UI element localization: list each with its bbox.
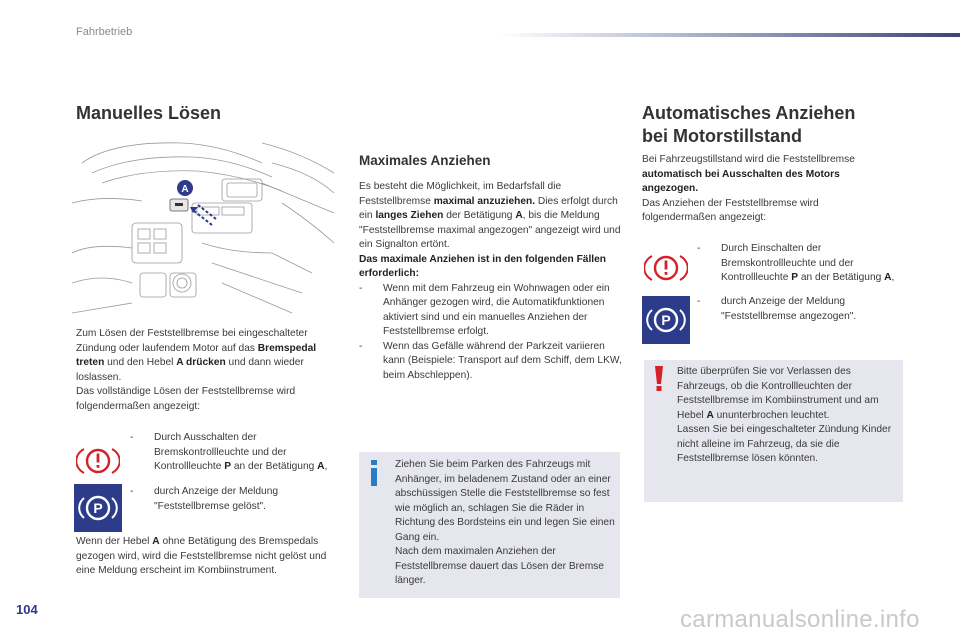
warning-icon: [652, 366, 666, 397]
info-icon: [367, 460, 381, 491]
intro-part: Zum Lösen der Feststellbremse bei eingeschalteter Zündung oder laufendem Motor auf das: [76, 328, 308, 354]
info-note-box: [359, 452, 620, 598]
svg-text:P: P: [93, 500, 103, 516]
intro-bold: A drücken: [176, 357, 226, 368]
svg-text:P: P: [661, 312, 671, 328]
list-item: - Durch Einschalten der Bremskontrollleuchte und der Kontrollleuchte P an der Betätigung A,: [697, 243, 895, 283]
brake-warning-icon: [76, 445, 120, 477]
max-tightening-text: Es besteht die Möglichkeit, im Bedarfsfall die Feststellbremse maximal anzuziehen. Dies erfolgt durch ein langes Ziehen der Betätigung A, bis die Meldung "Feststellbremse maximal angezogen" angezeigt wird und ein Signalton ertönt. Das maximale Anziehen ist in den folgenden Fällen erforderlich: - Wenn mit dem Fahrzeug ein Wohnwagen oder ein Anhänger gezogen wird, die Automatikfunktionen aktiviert sind und ein manuelles Anziehen der Feststellbremse erfolgt. - Wenn das Gefälle während der Parkzeit variieren kann (Beispiele: Transport auf dem Schiff, dem LKW, beim Abschleppen).: [359, 180, 625, 383]
title-auto-tightening: Automatisches Anziehen bei Motorstillstand: [642, 103, 856, 146]
auto-tightening-text: Bei Fahrzeugstillstand wird die Feststellbremse automatisch bei Ausschalten des Motors angezogen. Das Anziehen der Feststellbremse wird folgendermaßen angezeigt:: [642, 154, 855, 223]
console-illustration: [72, 133, 336, 319]
max-tightening-subhead: Das maximale Anziehen ist in den folgenden Fällen erforderlich:: [359, 253, 607, 279]
title-max-tightening: Maximales Anziehen: [359, 153, 491, 168]
intro-bold: Bremspedal treten: [76, 342, 317, 368]
label-a: A: [181, 184, 189, 195]
page-number: 104: [16, 602, 38, 617]
console-illustration-svg: [72, 133, 336, 319]
brake-warning-icon: [644, 252, 688, 284]
watermark: carmanualsonline.info: [680, 606, 920, 633]
manual-release-outro: Wenn der Hebel A ohne Betätigung des Bremspedals gezogen wird, wird die Feststellbremse nicht gelöst und eine Meldung erscheint im Kombiinstrument.: [76, 536, 327, 576]
list-item: - durch Anzeige der Meldung "Feststellbremse gelöst".: [130, 486, 279, 512]
header-bar: [500, 33, 960, 37]
parking-brake-icon: [74, 484, 122, 532]
list-item: - durch Anzeige der Meldung "Feststellbremse angezogen".: [697, 296, 857, 322]
list-item: - Durch Ausschalten der Bremskontrollleuchte und der Kontrollleuchte P an der Betätigung A,: [130, 432, 328, 472]
warning-note-box: [644, 360, 903, 502]
list-item: - Wenn mit dem Fahrzeug ein Wohnwagen oder ein Anhänger gezogen wird, die Automatikfunktionen aktiviert sind und ein manuelles Anziehen der Feststellbremse erfolgt.: [359, 282, 610, 337]
list-item: - Wenn das Gefälle während der Parkzeit variieren kann (Beispiele: Transport auf dem Schiff, dem LKW, beim Abschleppen).: [359, 340, 622, 381]
intro-second: Das vollständige Lösen der Feststellbremse wird folgendermaßen angezeigt:: [76, 386, 296, 412]
intro-part: und den Hebel: [104, 357, 177, 368]
info-note-text: Ziehen Sie beim Parken des Fahrzeugs mit Anhänger, im beladenem Zustand oder an einer abschüssigen Stelle die Feststellbremse so fest wie möglich an, schlagen Sie die Räder in Richtung des Bordsteins ein und legen Sie einen Gang ein. Nach dem maximalen Anziehen der Feststellbremse dauert das Lösen der Bremse länger.: [395, 459, 615, 586]
warning-note-text: Bitte überprüfen Sie vor Verlassen des Fahrzeugs, ob die Kontrollleuchten der Feststellbremse im Kombiinstrument und am Hebel A ununterbrochen leuchtet. Lassen Sie bei eingeschalteter Zündung Kinder nicht alleine im Fahrzeug, da sie die Feststellbremse lösen könnten.: [677, 366, 892, 464]
title-manual-release: Manuelles Lösen: [76, 103, 222, 123]
intro-part: und dann wieder loslassen.: [76, 357, 304, 383]
parking-brake-icon: [642, 296, 690, 344]
page-section-header: Fahrbetrieb: [76, 26, 133, 38]
manual-release-intro: [76, 327, 344, 414]
